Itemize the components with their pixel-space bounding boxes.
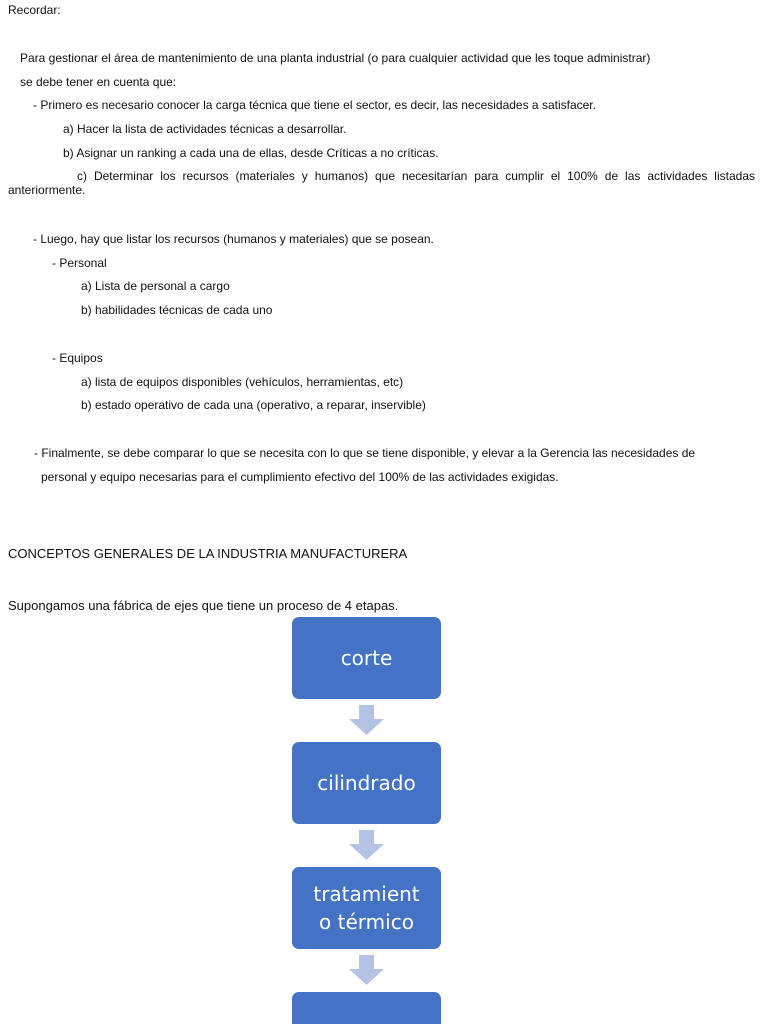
section-intro: Supongamos una fábrica de ejes que tiene un proceso de 4 etapas. [8, 598, 399, 613]
down-arrow-icon [349, 705, 384, 735]
step2-text: - Luego, hay que listar los recursos (humanos y materiales) que se posean. [33, 232, 434, 246]
personal-item-a: a) Lista de personal a cargo [81, 279, 230, 293]
intro-paragraph-line2: se debe tener en cuenta que: [20, 75, 177, 89]
equipos-item-a: a) lista de equipos disponibles (vehículos, herramientas, etc) [81, 375, 404, 389]
down-arrow-icon [349, 830, 384, 860]
flow-step-cilindrado [292, 742, 441, 824]
step1-item-c: c) Determinar los recursos (materiales y humanos) que necesitarían para cumplir el 100% de las actividades listadas anteriormente. [8, 169, 755, 197]
flow-step-label: corte [340, 646, 393, 670]
flow-step-tratamiento-termico [292, 867, 441, 949]
flow-step-fourth [292, 992, 441, 1024]
step1-item-a: a) Hacer la lista de actividades técnicas a desarrollar. [63, 122, 347, 136]
flow-step-label: cilindrado [317, 771, 416, 795]
step1-text: - Primero es necesario conocer la carga técnica que tiene el sector, es decir, las necesidades a satisfacer. [33, 98, 596, 112]
down-arrow-icon [349, 955, 384, 985]
equipos-item-b: b) estado operativo de cada una (operativo, a reparar, inservible) [81, 398, 426, 412]
step3-line1: - Finalmente, se debe comparar lo que se necesita con lo que se tiene disponible, y elevar a la Gerencia las necesidades de [34, 446, 696, 460]
section-title: CONCEPTOS GENERALES DE LA INDUSTRIA MANUFACTURERA [8, 546, 408, 561]
flow-step-corte [292, 617, 441, 699]
intro-paragraph-line1: Para gestionar el área de mantenimiento de una planta industrial (o para cualquier actividad que les toque administrar) [20, 51, 651, 65]
step1-item-b: b) Asignar un ranking a cada una de ellas, desde Críticas a no críticas. [63, 146, 439, 160]
personal-item-b: b) habilidades técnicas de cada uno [81, 303, 273, 317]
personal-label: - Personal [52, 256, 107, 270]
flow-step-label-line2: o térmico [319, 910, 414, 934]
flow-step-label-line1: tratamient [313, 882, 420, 906]
step3-line2: personal y equipo necesarias para el cumplimiento efectivo del 100% de las actividades exigidas. [41, 470, 559, 484]
equipos-label: - Equipos [52, 351, 103, 365]
heading-recordar: Recordar: [8, 3, 61, 17]
